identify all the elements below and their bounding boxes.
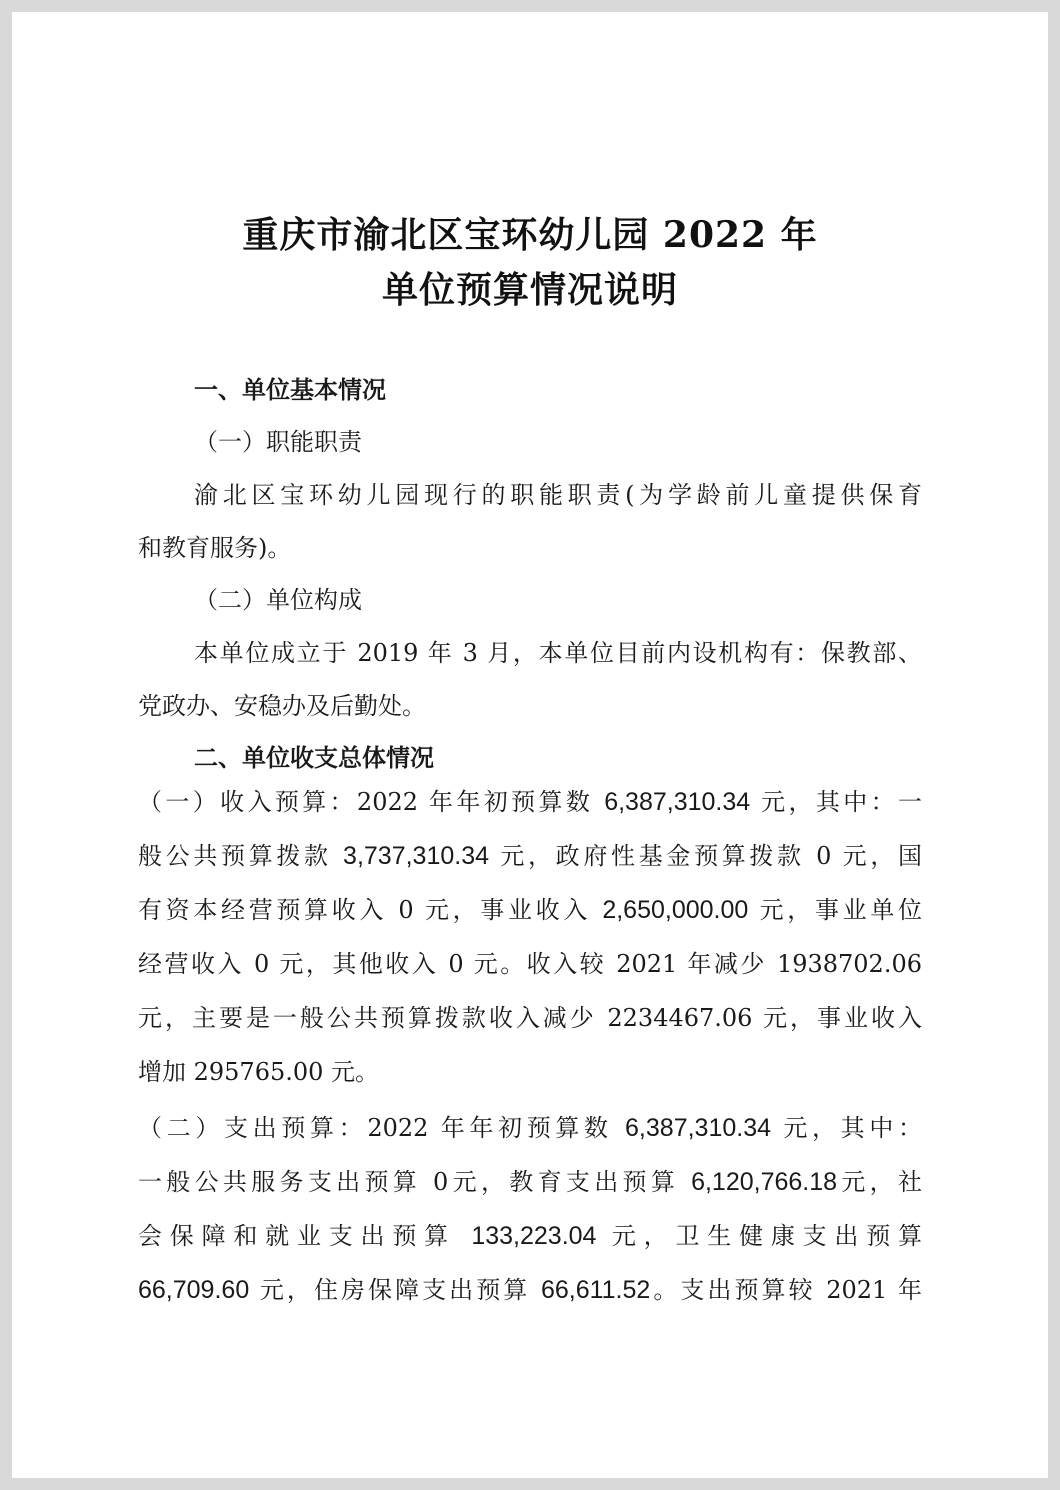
expense-line4 <box>138 1270 922 1310</box>
expense-text: 元，社 <box>837 1168 922 1196</box>
expense-text: 元，住房保障支出预算 <box>249 1276 541 1304</box>
income-text: 有资本经营预算收入 0 元，事业收入 <box>138 896 603 924</box>
expense-text: 。支出预算较 2021 年 <box>650 1276 922 1304</box>
health-expense-value: 66,709.60 <box>138 1276 250 1304</box>
sub2-heading: （二）单位构成 <box>194 586 362 614</box>
expense-total-value: 6,387,310.34 <box>625 1114 772 1142</box>
expense-line3 <box>138 1216 922 1256</box>
document-page <box>12 12 1048 1478</box>
doc-title-line2: 单位预算情况说明 <box>381 269 678 311</box>
section2-heading: 二、单位收支总体情况 <box>194 744 434 772</box>
income-line2 <box>138 836 922 876</box>
expense-line1 <box>138 1108 922 1148</box>
expense-text: 元，卫生健康支出预算 <box>596 1222 922 1250</box>
section1-heading: 一、单位基本情况 <box>194 376 386 404</box>
paragraph2-line2: 党政办、安稳办及后勤处。 <box>138 692 426 720</box>
income-line5: 元，主要是一般公共预算拨款收入减少 2234467.06 元，事业收入 <box>138 1004 922 1032</box>
income-text: 元，其中：一 <box>750 788 922 816</box>
social-expense-value: 133,223.04 <box>471 1222 597 1250</box>
general-budget-value: 3,737,310.34 <box>343 842 490 870</box>
sub1-heading: （一）职能职责 <box>194 428 362 456</box>
expense-line2 <box>138 1162 922 1202</box>
expense-text: （二）支出预算：2022 年年初预算数 <box>138 1114 626 1142</box>
income-text: 般公共预算拨款 <box>138 842 344 870</box>
paragraph1-line2: 和教育服务)。 <box>138 534 292 562</box>
income-text: 元，事业单位 <box>748 896 922 924</box>
housing-expense-value: 66,611.52 <box>540 1276 651 1304</box>
income-total-value: 6,387,310.34 <box>604 788 751 816</box>
business-income-value: 2,650,000.00 <box>602 896 749 924</box>
paragraph1-line1: 渝北区宝环幼儿园现行的职能职责(为学龄前儿童提供保育 <box>194 481 922 509</box>
doc-title-line1: 重庆市渝北区宝环幼儿园 2022 年 <box>242 214 818 256</box>
expense-text: 一般公共服务支出预算 0元，教育支出预算 <box>138 1168 692 1196</box>
income-line1 <box>138 782 922 822</box>
expense-text: 会保障和就业支出预算 <box>138 1222 472 1250</box>
income-text: 元，政府性基金预算拨款 0 元，国 <box>489 842 922 870</box>
expense-text: 元，其中： <box>771 1114 922 1142</box>
education-expense-value: 6,120,766.18 <box>691 1168 838 1196</box>
income-line3 <box>138 890 922 930</box>
income-line6: 增加 295765.00 元。 <box>138 1058 380 1086</box>
income-text: （一）收入预算：2022 年年初预算数 <box>138 788 605 816</box>
paragraph2-line1: 本单位成立于 2019 年 3 月，本单位目前内设机构有：保教部、 <box>194 639 922 667</box>
income-line4: 经营收入 0 元，其他收入 0 元。收入较 2021 年减少 1938702.06 <box>138 950 922 978</box>
